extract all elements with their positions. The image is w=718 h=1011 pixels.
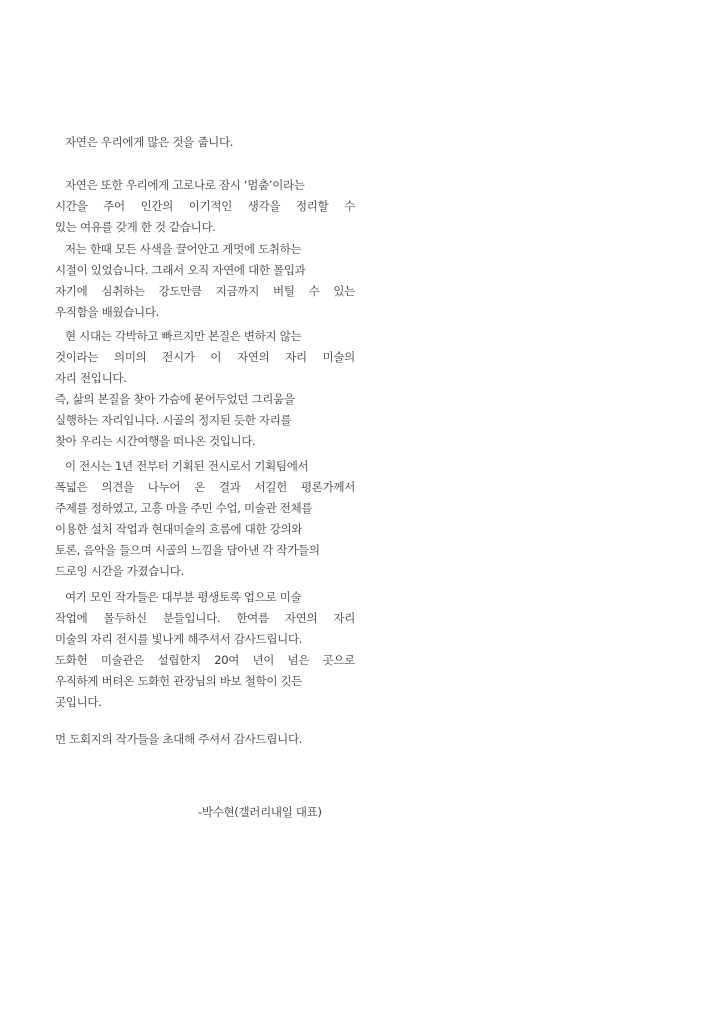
paragraph-line: 실행하는 자리입니다. 시골의 정지된 듯한 자리를 bbox=[55, 413, 292, 427]
paragraph-4 bbox=[55, 326, 355, 452]
paragraph-line: 현 시대는 각박하고 빠르지만 본질은 변하지 않는 bbox=[65, 329, 302, 343]
paragraph-line: 토론, 음악을 들으며 시골의 느낌을 담아낸 각 작가들의 bbox=[55, 543, 320, 557]
paragraph-line: 것이라는 의미의 전시가 이 자연의 자리 미술의 bbox=[55, 350, 355, 364]
paragraph-line: 곳입니다. bbox=[55, 695, 102, 709]
paragraph-2 bbox=[55, 175, 355, 238]
paragraph-line: 먼 도회지의 작가들을 초대해 주셔서 감사드립니다. bbox=[55, 732, 303, 746]
paragraph-line: 도화헌 미술관은 설립한지 20여 년이 넘은 곳으로 bbox=[55, 653, 355, 667]
paragraph-line: 드로잉 시간을 가졌습니다. bbox=[55, 564, 184, 578]
paragraph-line: 이 전시는 1년 전부터 기획된 전시로서 기획팀에서 bbox=[65, 459, 309, 473]
paragraph-7 bbox=[55, 729, 355, 750]
paragraph-line: 이용한 설치 작업과 현대미술의 흐름에 대한 강의와 bbox=[55, 522, 303, 536]
paragraph-line: 즉, 삶의 본질을 찾아 가슴에 묻어두었던 그리움을 bbox=[55, 392, 295, 406]
paragraph-5 bbox=[55, 456, 355, 582]
paragraph-line: 시간을 주어 인간의 이기적인 생각을 정리할 수 bbox=[55, 199, 355, 213]
paragraph-line: 있는 여유를 갖게 한 것 같습니다. bbox=[55, 220, 216, 234]
paragraph-line: 찾아 우리는 시간여행을 떠나온 것입니다. bbox=[55, 434, 256, 448]
paragraph-line: 우직함을 배웠습니다. bbox=[55, 305, 159, 319]
paragraph-line: 우직하게 버텨온 도화헌 관장님의 바보 철학이 깃든 bbox=[55, 674, 303, 688]
paragraph-6 bbox=[55, 587, 355, 713]
paragraph-line: 여기 모인 작가들은 대부분 평생토록 업으로 미술 bbox=[65, 590, 302, 604]
paragraph-line: 자기에 심취하는 강도만큼 지금까지 버틸 수 있는 bbox=[55, 284, 355, 298]
paragraph-line: 저는 한때 모든 사색을 끌어안고 게멋에 도취하는 bbox=[65, 242, 302, 256]
signature: -박수현(갤러리내일 대표) bbox=[198, 805, 322, 819]
paragraph-line: 폭넓은 의견을 나누어 온 결과 서길헌 평론가께서 bbox=[55, 480, 355, 494]
paragraph-line: 시절이 있었습니다. 그래서 오직 자연에 대한 몰입과 bbox=[55, 263, 306, 277]
paragraph-line: 미술의 자리 전시를 빛나게 해주셔서 감사드립니다. bbox=[55, 632, 303, 646]
paragraph-line: 자리 전입니다. bbox=[55, 371, 127, 385]
paragraph-1 bbox=[55, 132, 355, 153]
paragraph-line: 작업에 몰두하신 분들입니다. 한여름 자연의 자리 bbox=[55, 611, 355, 625]
paragraph-3 bbox=[55, 239, 355, 323]
paragraph-line: 주제를 정하였고, 고흥 마을 주민 수업, 미술관 전체를 bbox=[55, 501, 313, 515]
paragraph-line: 자연은 우리에게 많은 것을 줍니다. bbox=[65, 135, 234, 149]
paragraph-line: 자연은 또한 우리에게 고로나로 잠시 ‘멈춤’이라는 bbox=[65, 178, 305, 192]
